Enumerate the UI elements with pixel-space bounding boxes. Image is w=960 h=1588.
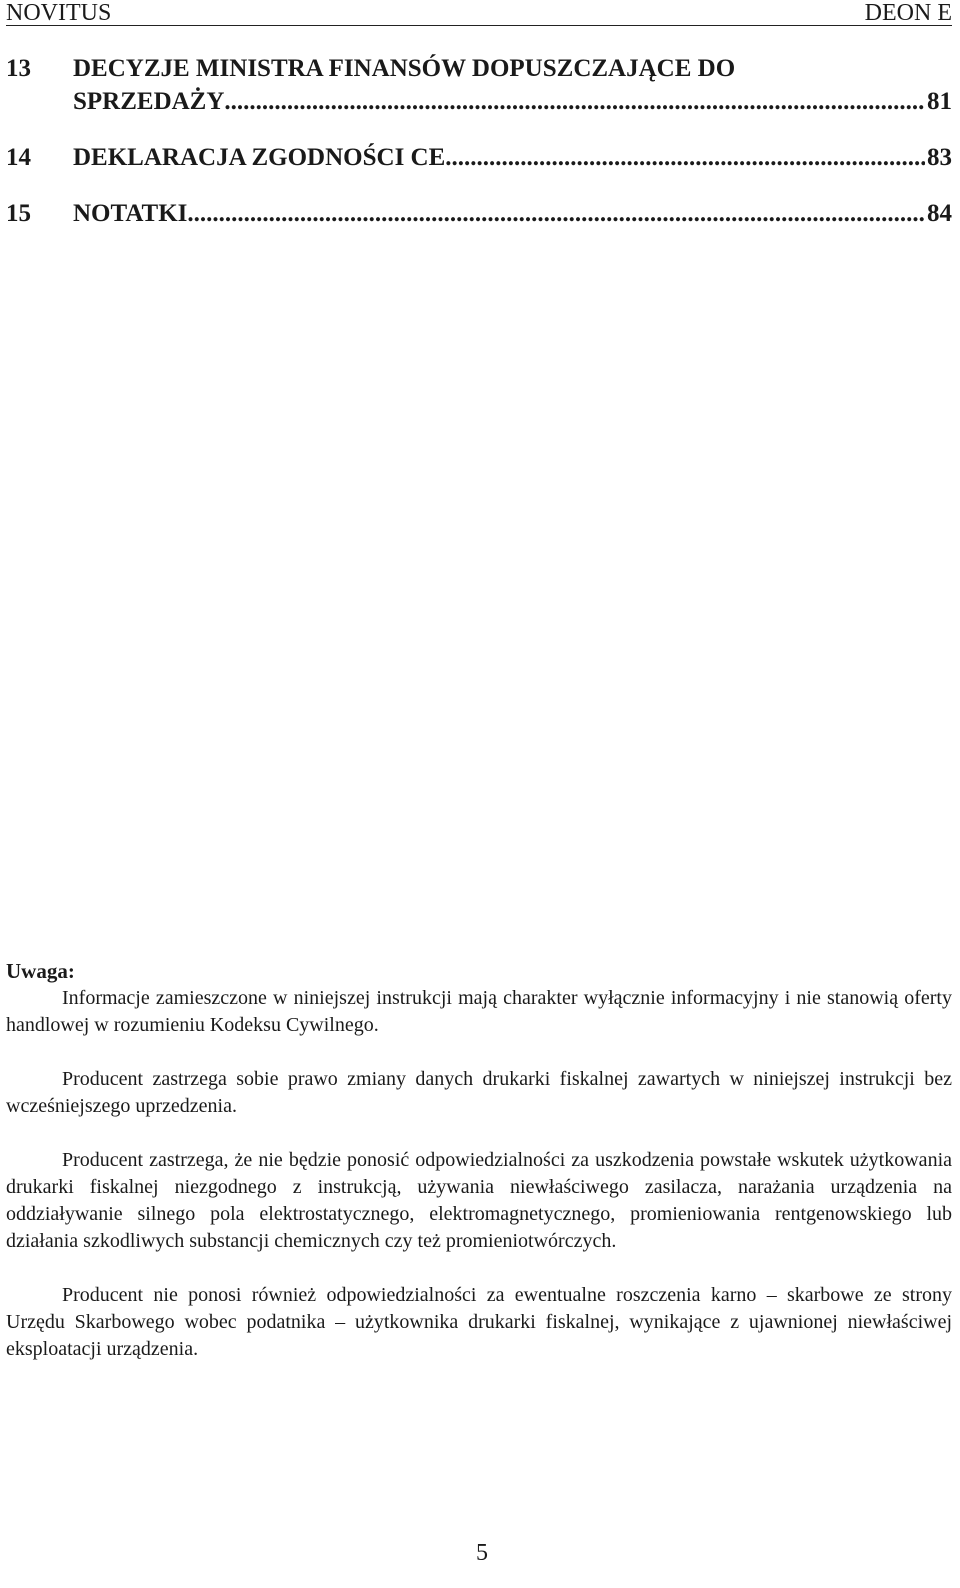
toc-entry-body	[73, 52, 952, 118]
toc-entry-title: DEKLARACJA ZGODNOŚCI CE	[73, 144, 446, 171]
notice-heading: Uwaga:	[6, 959, 75, 983]
toc-entry-leader-line	[73, 197, 952, 230]
page-number: 5	[476, 1540, 488, 1566]
table-of-contents	[6, 52, 952, 253]
toc-entry-page: 83	[927, 144, 952, 171]
toc-entry-number: 13	[6, 55, 31, 82]
toc-entry[interactable]	[6, 197, 952, 230]
toc-entry[interactable]	[6, 52, 952, 118]
page-header	[6, 0, 952, 26]
header-brand: NOVITUS	[6, 0, 112, 26]
toc-entry-body	[73, 197, 952, 230]
toc-entry-page: 81	[927, 88, 952, 115]
toc-entry-body	[73, 141, 952, 174]
notice-paragraph: Producent zastrzega, że nie będzie ponosić odpowiedzialności za uszkodzenia powstałe wskutek użytkowania drukarki fiskalnej niezgodnego z instrukcją, używania niewłaściwego zasilacza, narażania urządzenia na oddziaływanie silnego pola elektrostatycznego, elektromagnetycznego, promieniowania rentgenowskiego lub działania szkodliwych substancji chemicznych czy też promieniotwórczych.	[6, 1149, 952, 1252]
toc-entry-title-line: DECYZJE MINISTRA FINANSÓW DOPUSZCZAJĄCE DO	[73, 55, 736, 82]
toc-dot-leader	[224, 85, 925, 118]
toc-entry-number: 15	[6, 200, 31, 227]
toc-entry-page: 84	[927, 200, 952, 227]
toc-entry-title: SPRZEDAŻY	[73, 88, 225, 115]
legal-notice	[6, 958, 952, 1390]
notice-paragraph: Producent zastrzega sobie prawo zmiany danych drukarki fiskalnej zawartych w niniejszej instrukcji bez wcześniejszego uprzedzenia.	[6, 1068, 952, 1117]
header-model: DEON E	[864, 0, 952, 26]
notice-paragraph: Informacje zamieszczone w niniejszej instrukcji mają charakter wyłącznie informacyjny i nie stanowią oferty handlowej w rozumieniu Kodeksu Cywilnego.	[6, 987, 952, 1036]
notice-paragraph: Producent nie ponosi również odpowiedzialności za ewentualne roszczenia karno – skarbowe ze strony Urzędu Skarbowego wobec podatnika – użytkownika drukarki fiskalnej, wynikające z ujawnionej niewłaściwej eksploatacji urządzenia.	[6, 1284, 952, 1360]
toc-dot-leader	[187, 197, 925, 230]
toc-entry[interactable]	[6, 141, 952, 174]
toc-dot-leader	[445, 141, 925, 174]
toc-entry-leader-line	[73, 141, 952, 174]
toc-entry-title: NOTATKI	[73, 200, 188, 227]
toc-entry-leader-line	[73, 85, 952, 118]
toc-entry-number: 14	[6, 144, 31, 171]
